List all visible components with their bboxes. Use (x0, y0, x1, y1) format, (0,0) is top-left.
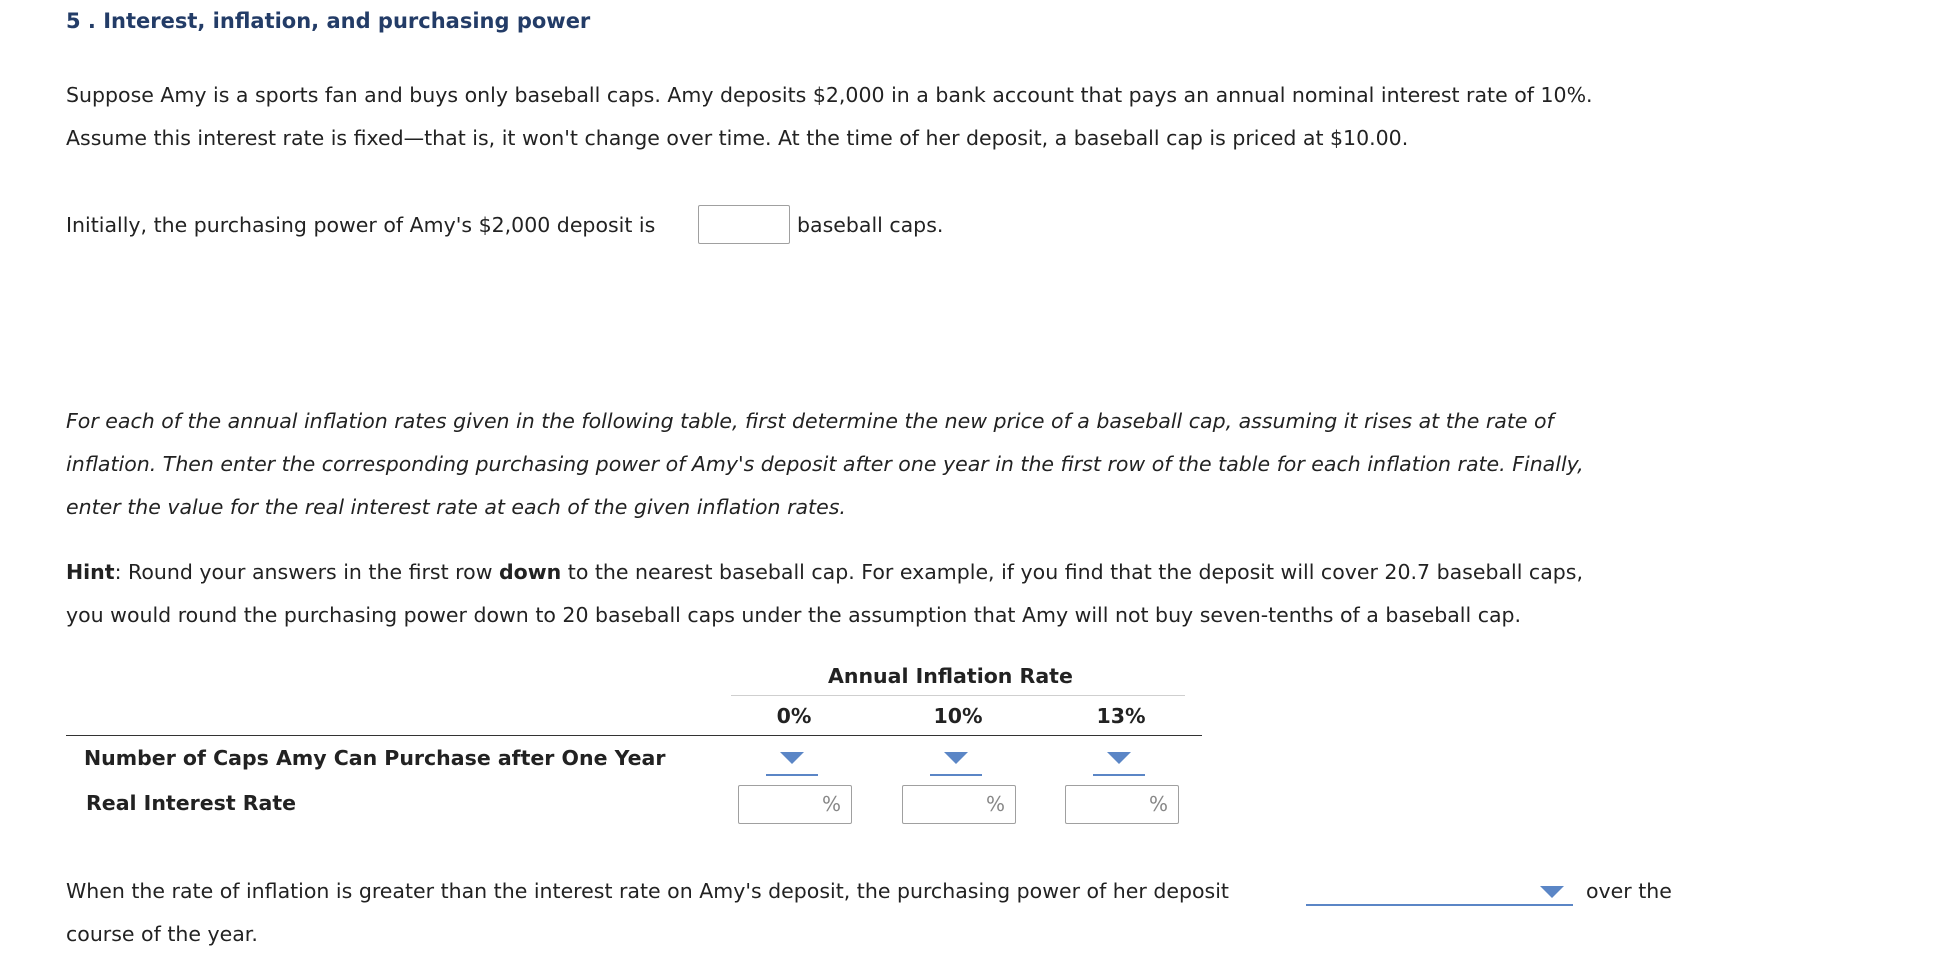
conclusion-prefix: When the rate of inflation is greater than the interest rate on Amy's deposit, the purchasing power of her deposit (66, 879, 1229, 903)
column-header-0pct: 0% (776, 704, 812, 728)
caps-dropdown-0pct[interactable] (766, 750, 818, 778)
caps-dropdown-10pct[interactable] (930, 750, 982, 778)
initial-question-prefix: Initially, the purchasing power of Amy's $2,000 deposit is (66, 213, 656, 237)
chevron-down-icon (1107, 752, 1131, 764)
initial-caps-input[interactable] (698, 205, 790, 244)
conclusion-suffix: over the (1586, 879, 1672, 903)
question-title: 5 . Interest, inflation, and purchasing power (66, 9, 591, 33)
hint-label: Hint (66, 560, 115, 584)
hint-text-2: to the nearest baseball cap. For example, if you find that the deposit will cover 20.7 baseball caps, (561, 560, 1583, 584)
conclusion-dropdown[interactable] (1306, 876, 1573, 906)
column-header-10pct: 10% (933, 704, 983, 728)
real-rate-input-0pct[interactable] (738, 785, 852, 824)
chevron-down-icon (944, 752, 968, 764)
real-rate-input-13pct[interactable] (1065, 785, 1179, 824)
chevron-down-icon (780, 752, 804, 764)
instructions-line-1: For each of the annual inflation rates given in the following table, first determine the new price of a baseball cap, assuming it rises at the rate of (66, 409, 1554, 433)
table-group-header: Annual Inflation Rate (828, 664, 1073, 688)
conclusion-line-2: course of the year. (66, 922, 258, 946)
dropdown-underline (1093, 774, 1145, 776)
instructions-line-3: enter the value for the real interest rate at each of the given inflation rates. (66, 495, 846, 519)
dropdown-underline (930, 774, 982, 776)
dropdown-underline (1306, 904, 1573, 906)
row-label-caps: Number of Caps Amy Can Purchase after One Year (84, 746, 666, 770)
initial-question-suffix: baseball caps. (797, 213, 944, 237)
percent-unit: % (821, 792, 841, 816)
intro-line-2: Assume this interest rate is fixed—that is, it won't change over time. At the time of her deposit, a baseball cap is priced at $10.00. (66, 126, 1409, 150)
table-header-rule (66, 735, 1202, 736)
column-header-13pct: 13% (1096, 704, 1146, 728)
instructions-line-2: inflation. Then enter the corresponding purchasing power of Amy's deposit after one year in the first row of the table for each inflation rate. Finally, (66, 452, 1584, 476)
hint-line-1 (66, 551, 1583, 594)
row-label-real-rate: Real Interest Rate (86, 791, 297, 815)
percent-unit: % (1148, 792, 1168, 816)
caps-dropdown-13pct[interactable] (1093, 750, 1145, 778)
hint-line-2: you would round the purchasing power down to 20 baseball caps under the assumption that Amy will not buy seven-tenths of a baseball cap. (66, 603, 1522, 627)
dropdown-underline (766, 774, 818, 776)
hint-text-1: : Round your answers in the first row (114, 560, 499, 584)
real-rate-input-10pct[interactable] (902, 785, 1016, 824)
percent-unit: % (985, 792, 1005, 816)
hint-bold-word: down (498, 560, 562, 584)
group-header-divider (731, 695, 1185, 696)
intro-line-1: Suppose Amy is a sports fan and buys only baseball caps. Amy deposits $2,000 in a bank account that pays an annual nominal interest rate of 10%. (66, 83, 1593, 107)
chevron-down-icon (1540, 886, 1564, 898)
